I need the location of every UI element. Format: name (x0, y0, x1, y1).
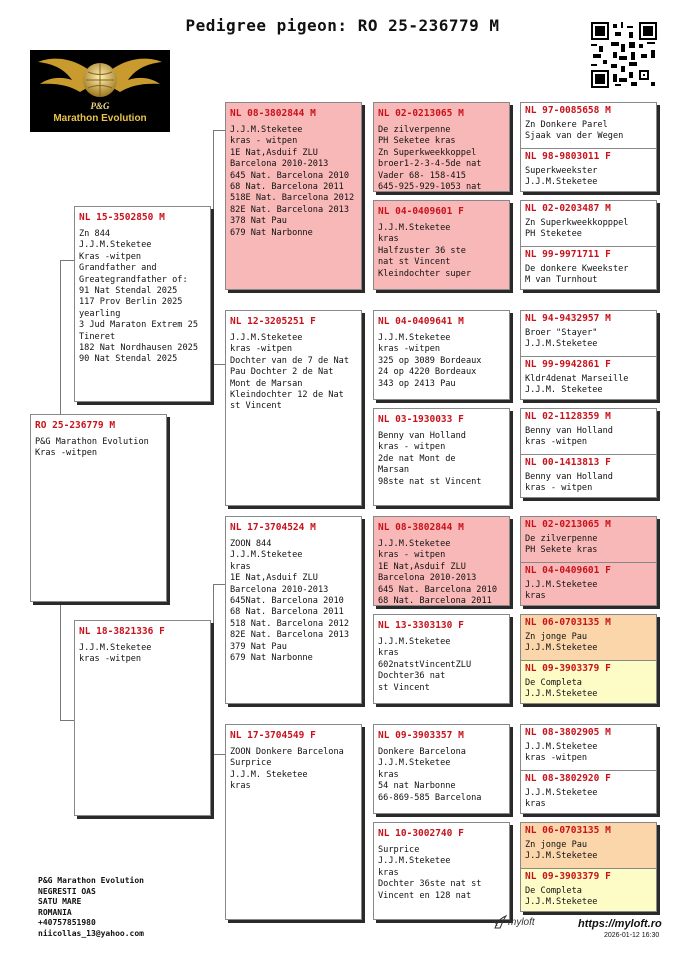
father-line: Grandfather and (79, 263, 157, 274)
father-line: yearling (79, 308, 121, 319)
gen4-pigeon[interactable] (521, 311, 656, 356)
pigeon-ring: NL 08-3802920 F (525, 773, 611, 784)
gen4-pigeon[interactable] (521, 868, 656, 912)
pigeon-line: kras (230, 561, 251, 572)
pigeon-line: kras -witpen (525, 437, 588, 448)
gen4-pigeon[interactable] (521, 409, 656, 454)
gen4-pair-card (520, 200, 657, 290)
owner-name: P&G Marathon Evolution (38, 876, 144, 885)
generated-timestamp: 2026-01-12 16:30 (604, 932, 660, 939)
pigeon-line: ZOON Donkere Barcelona (230, 747, 344, 757)
pigeon-ring: NL 99-9971711 F (525, 249, 611, 260)
father-line: Zn 844 (79, 229, 111, 239)
pigeon-line: J.J.M.Steketee (525, 788, 598, 798)
pigeon-line: PH Sekete kras (525, 545, 598, 556)
pigeon-line: Vader 68- 158-415 (378, 170, 466, 181)
pigeon-line: ZOON 844 (230, 539, 272, 549)
pigeon-line: nat st Vincent (378, 257, 451, 268)
pigeon-line: 82E Nat. Barcelona 2013 (230, 204, 349, 215)
pigeon-line: De Completa (525, 678, 582, 688)
pigeon-line: 645-925-929-1053 nat (378, 182, 482, 192)
gen4-pigeon[interactable] (521, 356, 656, 400)
owner-phone: +40757851980 (38, 918, 96, 927)
pigeon-line: st Vincent (230, 401, 282, 412)
father-line: 90 Nat Stendal 2025 (79, 354, 178, 365)
pigeon-ring: NL 99-9942861 F (525, 359, 611, 370)
mother-card[interactable] (74, 620, 211, 816)
pigeon-line: Sjaak van der Wegen (525, 131, 624, 142)
gen4-pair-card (520, 724, 657, 814)
pigeon-line: 54 nat Narbonne (378, 781, 456, 792)
gen4-pigeon[interactable] (521, 562, 656, 606)
pigeon-line: Dochter36 nat (378, 671, 446, 682)
pigeon-line: kras -witpen (378, 344, 441, 355)
pigeon-line: Zn Donkere Parel (525, 120, 608, 130)
pigeon-ring: NL 97-0085658 M (525, 105, 611, 116)
great-grandparent-card[interactable] (373, 310, 510, 400)
pigeon-line: 645Nat. Barcelona 2010 (230, 596, 344, 607)
pigeon-line: J.J.M.Steketee (378, 539, 451, 549)
pigeon-line: Zn jonge Pau (525, 632, 588, 642)
pigeon-line: PH Seketee kras (378, 136, 456, 147)
pigeon-line: 325 op 3089 Bordeaux (378, 355, 482, 366)
pigeon-line: Halfzuster 36 ste (378, 245, 466, 256)
pigeon-line: 24 op 4220 Bordeaux (378, 367, 477, 378)
pigeon-ring: NL 00-1413813 F (525, 457, 611, 468)
pigeon-line: J.J.M.Steketee (230, 333, 303, 343)
pigeon-line: J.J.M.Steketee (525, 851, 598, 862)
pigeon-line: 2de nat Mont de (378, 453, 456, 464)
pigeon-ring: NL 03-1930033 F (378, 414, 464, 425)
pigeon-ring: NL 13-3303130 F (378, 620, 464, 631)
pigeon-line: kras (525, 799, 546, 810)
pigeon-line: Mont de Marsan (230, 378, 303, 389)
pigeon-line: Kleindochter super (378, 268, 472, 279)
pigeon-ring: NL 09-3903379 F (525, 871, 611, 882)
pigeon-ring: NL 08-3802844 M (230, 108, 316, 119)
pigeon-line: 679 Nat Narbonne (230, 653, 313, 664)
pigeon-line: J.J.M.Steketee (525, 897, 598, 908)
pigeon-ring: NL 02-0213065 M (378, 108, 464, 119)
gen4-pigeon[interactable] (521, 201, 656, 246)
subject-pigeon-card[interactable] (30, 414, 167, 602)
pigeon-line: kras -witpen (230, 344, 293, 355)
gen4-pigeon[interactable] (521, 725, 656, 770)
pigeon-line: J.J.M.Steketee (378, 333, 451, 343)
subject-line: Kras -witpen (35, 448, 98, 459)
pigeon-ring: NL 02-0213065 M (525, 519, 611, 530)
pigeon-line: De Completa (525, 886, 582, 896)
pigeon-ring: NL 10-3002740 F (378, 828, 464, 839)
father-card[interactable] (74, 206, 211, 402)
father-line: 117 Prov Berlin 2025 (79, 297, 183, 308)
pigeon-line: Pau Dochter 2 de Nat (230, 367, 334, 378)
pigeon-ring: NL 17-3704549 F (230, 730, 316, 741)
pigeon-line: J.J.M.Steketee (378, 223, 451, 233)
pigeon-ring: NL 09-3903357 M (378, 730, 464, 741)
pigeon-line: J.J.M.Steketee (378, 856, 451, 867)
pigeon-line: 518E Nat. Barcelona 2012 (230, 193, 355, 204)
pigeon-line: 68 Nat. Barcelona 2011 (230, 182, 344, 193)
pigeon-line: J.J.M.Steketee (230, 550, 303, 561)
pigeon-ring: NL 08-3802905 M (525, 727, 611, 738)
pigeon-line: kras (378, 867, 399, 878)
pigeon-ring: NL 04-0409641 M (378, 316, 464, 327)
father-line: Tineret (79, 331, 116, 342)
father-ring: NL 15-3502850 M (79, 212, 165, 223)
gen4-pair-card (520, 614, 657, 704)
father-line: Kras -witpen (79, 251, 142, 262)
gen4-pair-card (520, 102, 657, 192)
myloft-bird-icon (493, 914, 507, 930)
pigeon-line: kras (378, 769, 399, 780)
pigeon-ring: NL 04-0409601 F (525, 565, 611, 576)
great-grandparent-card[interactable] (373, 822, 510, 920)
pigeon-line: 645 Nat. Barcelona 2010 (378, 584, 497, 595)
pigeon-ring: NL 08-3802844 M (378, 522, 464, 533)
grandparent-card[interactable] (225, 310, 362, 506)
pigeon-line: Surprice (378, 845, 420, 855)
owner-contact-block (38, 876, 144, 939)
pigeon-line: Kleindochter 12 de Nat (230, 390, 344, 401)
owner-email[interactable]: niicollas_13@yahoo.com (38, 928, 144, 938)
great-grandparent-card[interactable] (373, 200, 510, 290)
pigeon-line: 343 op 2413 Pau (378, 378, 456, 389)
pigeon-ring: NL 02-0203487 M (525, 203, 611, 214)
pigeon-ring: NL 06-0703135 M (525, 617, 611, 628)
great-grandparent-card[interactable] (373, 516, 510, 606)
pigeon-line: 98ste nat st Vincent (378, 476, 482, 487)
pigeon-line: 68 Nat. Barcelona 2011 (230, 607, 344, 618)
great-grandparent-card[interactable] (373, 724, 510, 814)
pigeon-line: 66-869-585 Barcelona (378, 792, 482, 803)
pigeon-line: kras (230, 781, 251, 792)
gen4-pigeon[interactable] (521, 103, 656, 148)
grandparent-card[interactable] (225, 102, 362, 290)
pigeon-line: 1E Nat,Asduif ZLU (230, 147, 318, 158)
owner-address-line: NEGRESTI OAS (38, 886, 96, 896)
gen4-pair-card (520, 310, 657, 400)
father-line: J.J.M.Steketee (79, 240, 152, 251)
pigeon-line: st Vincent (378, 682, 430, 693)
father-line: Greategrandfather of: (79, 274, 188, 285)
pigeon-line: J.J.M. Steketee (525, 385, 603, 396)
great-grandparent-card[interactable] (373, 102, 510, 192)
father-line: 91 Nat Stendal 2025 (79, 286, 178, 297)
great-grandparent-card[interactable] (373, 408, 510, 506)
pigeon-line: 645 Nat. Barcelona 2010 (230, 170, 349, 181)
pigeon-line: Superkweekster (525, 166, 598, 176)
pigeon-line: kras (378, 234, 399, 245)
pigeon-line: kras (378, 648, 399, 659)
owner-country: ROMANIA (38, 907, 72, 917)
pigeon-line: 518 Nat. Barcelona 2012 (230, 618, 349, 629)
pigeon-line: broer1-2-3-4-5de nat (378, 159, 482, 170)
pigeon-line: J.J.M.Steketee (525, 689, 598, 700)
pigeon-line: 1E Nat,Asduif ZLU (230, 573, 318, 584)
pigeon-ring: NL 09-3903379 F (525, 663, 611, 674)
pigeon-line: 1E Nat,Asduif ZLU (378, 561, 466, 572)
pigeon-line: De zilverpenne (525, 534, 598, 544)
pigeon-line: 82E Nat. Barcelona 2013 (230, 630, 349, 641)
pigeon-line: J.J.M.Steketee (378, 758, 451, 769)
pigeon-line: J.J.M.Steketee (525, 643, 598, 654)
gen4-pair-card (520, 516, 657, 606)
gen4-pigeon[interactable] (521, 454, 656, 498)
pigeon-ring: NL 04-0409601 F (378, 206, 464, 217)
pigeon-line: J.J.M.Steketee (525, 177, 598, 188)
pigeon-line: M van Turnhout (525, 275, 598, 286)
gen4-pair-card (520, 408, 657, 498)
grandparent-card[interactable] (225, 516, 362, 704)
logo-bottom-text: Marathon Evolution (53, 113, 147, 124)
pigeon-line: Benny van Holland (378, 431, 466, 441)
subject-ring: RO 25-236779 M (35, 420, 116, 431)
father-line: 3 Jud Maraton Extrem 25 (79, 320, 198, 331)
gen4-pigeon[interactable] (521, 660, 656, 704)
father-line: 182 Nat Nordhausen 2025 (79, 343, 198, 354)
pigeon-line: 68 Nat. Barcelona 2011 (378, 596, 492, 606)
grandparent-card[interactable] (225, 724, 362, 920)
gen4-pigeon[interactable] (521, 823, 656, 868)
qr-code-icon (591, 22, 657, 88)
gen4-pigeon[interactable] (521, 615, 656, 660)
pigeon-line: De donkere Kweekster (525, 264, 629, 274)
gen4-pigeon[interactable] (521, 517, 656, 562)
owner-address-line: SATU MARE (38, 897, 82, 906)
pigeon-line: kras -witpen (525, 753, 588, 764)
pigeon-line: Benny van Holland (525, 426, 613, 436)
pigeon-line: Barcelona 2010-2013 (230, 584, 329, 595)
pigeon-line: De zilverpenne (378, 125, 451, 135)
pigeon-line: Donkere Barcelona (378, 747, 466, 757)
pigeon-ring: NL 12-3205251 F (230, 316, 316, 327)
pigeon-line: J.J.M.Steketee (525, 742, 598, 752)
pigeon-line: Zn Superkweekkopppel (525, 218, 629, 228)
pigeon-line: kras - witpen (525, 483, 593, 494)
pigeon-line: Broer "Stayer" (525, 328, 598, 338)
pigeon-line: J.J.M.Steketee (378, 637, 451, 647)
subject-line: P&G Marathon Evolution (35, 437, 149, 447)
myloft-url-link[interactable]: https://myloft.ro (578, 918, 662, 930)
pigeon-line: Barcelona 2010-2013 (230, 159, 329, 170)
gen4-pigeon[interactable] (521, 246, 656, 290)
myloft-brand: myloft (508, 917, 535, 928)
gen4-pigeon[interactable] (521, 770, 656, 814)
gen4-pair-card (520, 822, 657, 912)
pigeon-line: 379 Nat Pau (230, 641, 287, 652)
pigeon-line: Zn Superkweekkoppel (378, 147, 477, 158)
pigeon-ring: NL 02-1128359 M (525, 411, 611, 422)
pigeon-ring: NL 06-0703135 M (525, 825, 611, 836)
mother-ring: NL 18-3821336 F (79, 626, 165, 637)
pigeon-line: PH Steketee (525, 229, 582, 240)
mother-line: kras -witpen (79, 654, 142, 665)
pigeon-line: Benny van Holland (525, 472, 613, 482)
pigeon-line: kras - witpen (378, 442, 446, 453)
pigeon-line: J.J.M.Steketee (525, 580, 598, 590)
pigeon-line: Marsan (378, 465, 410, 476)
great-grandparent-card[interactable] (373, 614, 510, 704)
pigeon-line: Surprice (230, 758, 272, 769)
pigeon-line: J.J.M. Steketee (230, 769, 308, 780)
gen4-pigeon[interactable] (521, 148, 656, 192)
pigeon-line: Barcelona 2010-2013 (378, 573, 477, 584)
pigeon-ring: NL 94-9432957 M (525, 313, 611, 324)
pigeon-line: kras (525, 591, 546, 602)
page-title: Pedigree pigeon: RO 25-236779 M (185, 16, 500, 35)
pigeon-line: Zn jonge Pau (525, 840, 588, 850)
pigeon-line: Vincent en 128 nat (378, 890, 472, 901)
mother-line: J.J.M.Steketee (79, 643, 152, 653)
pigeon-line: 679 Nat Narbonne (230, 227, 313, 238)
pigeon-ring: NL 98-9803011 F (525, 151, 611, 162)
pigeon-line: Dochter van de 7 de Nat (230, 355, 349, 366)
brand-logo (30, 50, 170, 132)
pigeon-line: 602natstVincentZLU (378, 659, 472, 670)
logo-top-text: P&G (90, 101, 110, 111)
pigeon-line: kras - witpen (230, 136, 298, 147)
pigeon-line: J.J.M.Steketee (230, 125, 303, 135)
pigeon-line: Dochter 36ste nat st (378, 879, 482, 890)
pigeon-line: J.J.M.Steketee (525, 339, 598, 350)
pigeon-line: Kldr4denat Marseille (525, 374, 629, 384)
pigeon-line: kras - witpen (378, 550, 446, 561)
pigeon-ring: NL 17-3704524 M (230, 522, 316, 533)
pigeon-line: 378 Nat Pau (230, 216, 287, 227)
